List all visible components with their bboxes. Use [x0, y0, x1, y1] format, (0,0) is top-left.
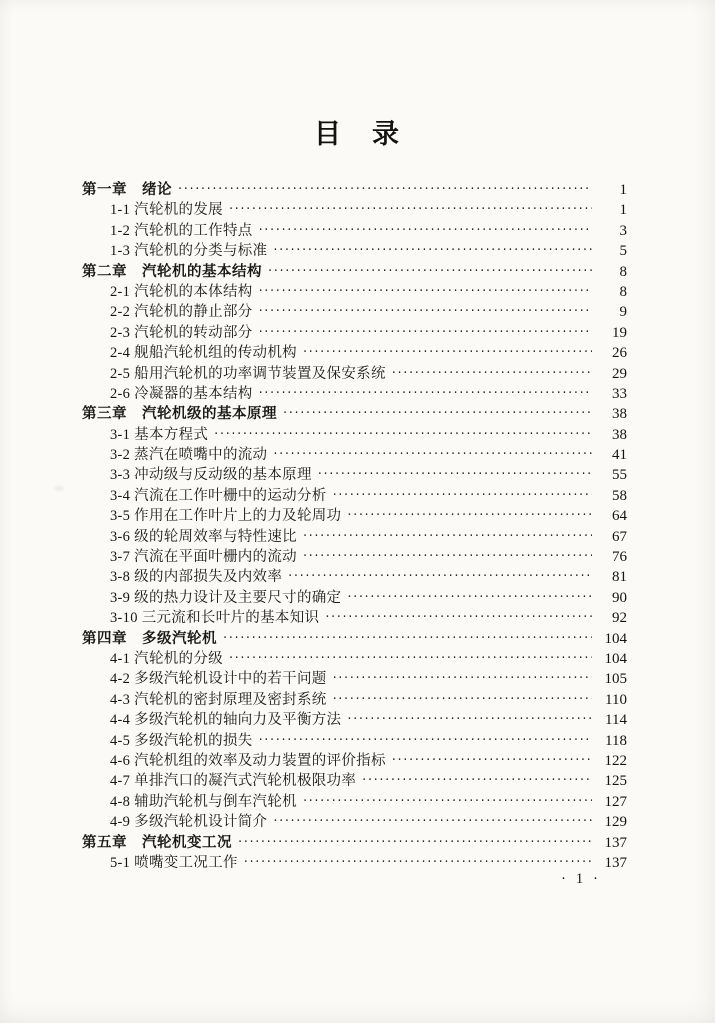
toc-entry-label: 1-3 汽轮机的分类与标准	[110, 243, 268, 260]
toc-entry-label: 第一章 绪论	[82, 182, 172, 198]
toc-entry-label: 1-1 汽轮机的发展	[110, 202, 223, 219]
toc-entry-label: 4-8 辅助汽轮机与倒车汽轮机	[110, 793, 297, 810]
toc-leader-dots	[273, 241, 592, 261]
toc-entry	[82, 853, 627, 873]
toc-entry-page: 92	[612, 610, 627, 627]
toc-entry-label: 4-7 单排汽口的凝汽式汽轮机极限功率	[110, 773, 357, 790]
toc-entry-page: 5	[619, 243, 627, 260]
toc-leader-dots	[347, 710, 592, 730]
toc-entry-page: 26	[612, 345, 627, 362]
toc-entry	[82, 588, 627, 608]
toc-leader-dots	[244, 853, 592, 873]
toc-entry-page: 9	[619, 304, 627, 321]
toc-entry	[82, 425, 627, 445]
toc-entry-page: 19	[612, 324, 627, 341]
toc-entry	[82, 608, 627, 628]
toc-leader-dots	[214, 425, 592, 445]
toc-entry-page: 41	[612, 447, 627, 464]
toc-leader-dots	[333, 486, 592, 506]
toc-entry	[82, 669, 627, 689]
toc-entry-label: 4-9 多级汽轮机设计简介	[110, 814, 268, 831]
toc-entry-label: 4-1 汽轮机的分级	[110, 650, 223, 667]
toc-leader-dots	[325, 608, 592, 628]
toc-entry	[82, 180, 627, 200]
toc-leader-dots	[259, 384, 592, 404]
toc-entry-page: 110	[605, 691, 627, 708]
toc-entry-page: 137	[604, 854, 627, 871]
toc-entry	[82, 792, 627, 812]
toc-entry	[82, 445, 627, 465]
toc-entry-page: 90	[612, 589, 627, 606]
toc-entry-label: 2-4 舰船汽轮机组的传动机构	[110, 345, 297, 362]
toc-entry	[82, 282, 627, 302]
page-title: 目 录	[314, 119, 401, 150]
toc-entry-label: 2-6 冷凝器的基本结构	[110, 385, 253, 402]
toc-leader-dots	[318, 465, 592, 485]
toc-leader-dots	[303, 792, 592, 812]
toc-entry	[82, 833, 627, 853]
toc-leader-dots	[259, 323, 592, 343]
toc-entry-page: 8	[619, 283, 627, 300]
toc-entry-page: 114	[605, 712, 627, 729]
toc-entry	[82, 506, 627, 526]
toc-entry	[82, 710, 627, 730]
toc-entry	[82, 547, 627, 567]
toc-leader-dots	[347, 506, 592, 526]
toc-entry-page: 29	[612, 365, 627, 382]
toc-list	[82, 180, 627, 873]
toc-entry	[82, 649, 627, 669]
toc-leader-dots	[273, 812, 592, 832]
toc-entry-page: 55	[612, 467, 627, 484]
toc-leader-dots	[259, 731, 592, 751]
toc-leader-dots	[333, 690, 592, 710]
toc-leader-dots	[347, 588, 592, 608]
toc-entry-page: 125	[604, 773, 627, 790]
toc-entry-label: 3-3 冲动级与反动级的基本原理	[110, 467, 312, 484]
toc-entry	[82, 200, 627, 220]
toc-entry-label: 3-4 汽流在工作叶栅中的运动分析	[110, 487, 327, 504]
toc-leader-dots	[303, 343, 592, 363]
toc-leader-dots	[229, 649, 592, 669]
toc-entry-page: 122	[604, 752, 627, 769]
toc-entry	[82, 221, 627, 241]
toc-entry	[82, 364, 627, 384]
toc-entry-page: 76	[612, 549, 627, 566]
toc-entry	[82, 527, 627, 547]
toc-entry	[82, 404, 627, 424]
toc-leader-dots	[223, 629, 592, 649]
toc-entry-page: 129	[604, 814, 627, 831]
toc-entry-label: 2-2 汽轮机的静止部分	[110, 304, 253, 321]
toc-entry-page: 118	[605, 732, 627, 749]
toc-entry-label: 3-1 基本方程式	[110, 426, 209, 443]
toc-entry-page: 1	[619, 182, 627, 198]
page-number-footer: · 1 ·	[561, 871, 601, 887]
toc-leader-dots	[238, 833, 592, 853]
toc-leader-dots	[268, 262, 592, 282]
toc-entry	[82, 567, 627, 587]
toc-entry-label: 第四章 多级汽轮机	[82, 630, 217, 647]
toc-entry-label: 5-1 喷嘴变工况工作	[110, 854, 238, 871]
toc-entry-label: 4-5 多级汽轮机的损失	[110, 732, 253, 749]
toc-entry-label: 3-8 级的内部损失及内效率	[110, 569, 283, 586]
toc-leader-dots	[333, 669, 592, 689]
toc-entry-page: 104	[604, 650, 627, 667]
toc-leader-dots	[273, 445, 592, 465]
toc-entry-page: 127	[604, 793, 627, 810]
toc-entry	[82, 465, 627, 485]
toc-entry	[82, 302, 627, 322]
toc-leader-dots	[392, 751, 592, 771]
toc-entry-label: 4-4 多级汽轮机的轴向力及平衡方法	[110, 712, 342, 729]
toc-entry-page: 38	[612, 426, 627, 443]
toc-entry-label: 第五章 汽轮机变工况	[82, 834, 232, 851]
toc-entry-page: 38	[612, 406, 627, 423]
toc-leader-dots	[259, 282, 592, 302]
toc-entry-label: 3-6 级的轮周效率与特性速比	[110, 528, 297, 545]
toc-entry-label: 2-1 汽轮机的本体结构	[110, 283, 253, 300]
toc-entry-page: 81	[612, 569, 627, 586]
toc-leader-dots	[303, 547, 592, 567]
toc-entry-page: 3	[619, 222, 627, 239]
toc-leader-dots	[392, 364, 592, 384]
scan-artifact	[54, 486, 64, 491]
toc-entry	[82, 690, 627, 710]
toc-entry	[82, 241, 627, 261]
toc-entry-page: 33	[612, 385, 627, 402]
toc-entry-page: 58	[612, 487, 627, 504]
toc-entry-label: 2-5 船用汽轮机的功率调节装置及保安系统	[110, 365, 386, 382]
toc-entry-label: 3-10 三元流和长叶片的基本知识	[110, 610, 320, 627]
toc-leader-dots	[303, 527, 592, 547]
toc-leader-dots	[259, 302, 592, 322]
toc-entry	[82, 384, 627, 404]
toc-entry-label: 3-5 作用在工作叶片上的力及轮周功	[110, 508, 342, 525]
toc-entry-page: 1	[619, 202, 627, 219]
toc-leader-dots	[259, 221, 592, 241]
toc-entry	[82, 771, 627, 791]
toc-entry-label: 第三章 汽轮机级的基本原理	[82, 406, 277, 423]
toc-entry	[82, 731, 627, 751]
toc-entry	[82, 751, 627, 771]
toc-entry-label: 3-9 级的热力设计及主要尺寸的确定	[110, 589, 342, 606]
toc-leader-dots	[283, 404, 592, 424]
toc-leader-dots	[362, 771, 592, 791]
toc-entry	[82, 486, 627, 506]
toc-entry-label: 3-7 汽流在平面叶栅内的流动	[110, 549, 297, 566]
toc-entry	[82, 343, 627, 363]
toc-entry-label: 4-3 汽轮机的密封原理及密封系统	[110, 691, 327, 708]
toc-entry-label: 4-2 多级汽轮机设计中的若干问题	[110, 671, 327, 688]
toc-entry	[82, 323, 627, 343]
toc-entry	[82, 812, 627, 832]
toc-entry	[82, 262, 627, 282]
toc-entry-page: 137	[604, 834, 627, 851]
toc-entry-page: 64	[612, 508, 627, 525]
toc-entry-label: 第二章 汽轮机的基本结构	[82, 263, 262, 280]
toc-leader-dots	[178, 180, 592, 200]
toc-entry-label: 3-2 蒸汽在喷嘴中的流动	[110, 447, 268, 464]
toc-entry-page: 105	[604, 671, 627, 688]
toc-entry-label: 4-6 汽轮机组的效率及动力装置的评价指标	[110, 752, 386, 769]
toc-entry-page: 8	[619, 263, 627, 280]
toc-entry-page: 67	[612, 528, 627, 545]
toc-leader-dots	[229, 200, 592, 220]
toc-entry-page: 104	[604, 630, 627, 647]
toc-entry-label: 2-3 汽轮机的转动部分	[110, 324, 253, 341]
toc-entry	[82, 629, 627, 649]
toc-entry-label: 1-2 汽轮机的工作特点	[110, 222, 253, 239]
toc-leader-dots	[288, 567, 592, 587]
